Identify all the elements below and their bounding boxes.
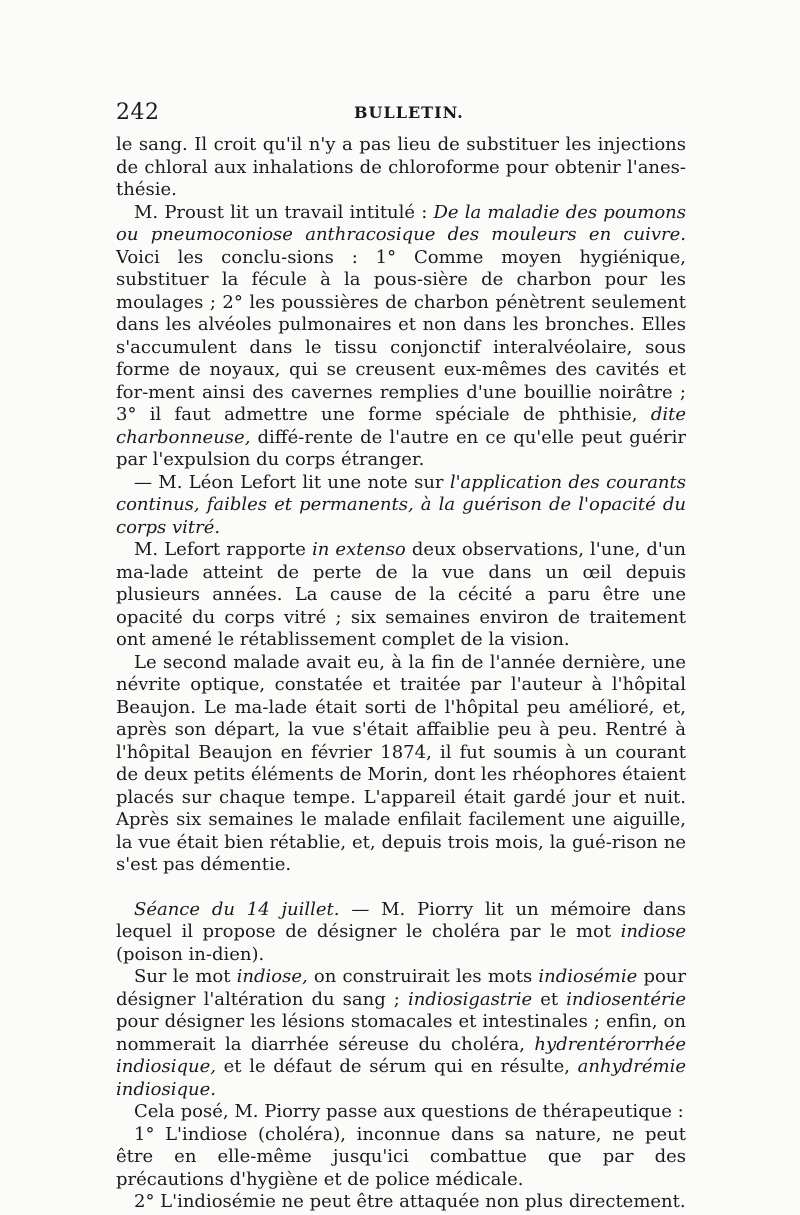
paragraph-3: — M. Léon Lefort lit une note sur l'application des courants continus, faibles et permanents, à la guérison de l'opacité du corps vitré. xyxy=(116,471,686,538)
page-header xyxy=(116,100,686,126)
paragraph-5: Le second malade avait eu, à la fin de l'année dernière, une névrite optique, constatée et traitée par l'auteur à l'hôpital Beaujon. Le ma-lade était sorti de l'hôpital peu amélioré, et, après son départ, la vue s'était affaiblie peu à peu. Rentré à l'hôpital Beaujon en février 1874, il fut soumis à un courant de deux petits éléments de Morin, dont les rhéophores étaient placés sur chaque tempe. L'appareil était gardé jour et nuit. Après six semaines le malade enfilait facilement une aiguille, la vue était bien rétablie, et, depuis trois mois, la gué-rison ne s'est pas démentie. xyxy=(116,651,687,875)
page-number: 242 xyxy=(116,100,160,125)
section-gap xyxy=(116,877,686,899)
paragraph-7: Sur le mot indiose, on construirait les mots indiosémie pour désigner l'altération du sang ; indiosigastrie et indiosentérie pour désigner les lésions stomacales et intestinales ; enfin, on nommerait la diarrhée séreuse du choléra, hydrentérorrhée indiosique, et le défaut de sérum qui en résulte, anhydrémie indiosique. xyxy=(116,966,686,1100)
paragraph-9: 1° L'indiose (choléra), inconnue dans sa nature, ne peut être en elle-même jusqu'ici combattue que par des précautions d'hygiène et de police médicale. xyxy=(116,1123,686,1190)
paragraph-10: 2° L'indiosémie ne peut être attaquée non plus directement. xyxy=(134,1191,686,1212)
body-text xyxy=(116,134,686,1214)
running-head: BULLETIN. xyxy=(354,103,464,122)
paragraph-2: M. Proust lit un travail intitulé : De la maladie des poumons ou pneumoconiose anthracosique des mouleurs en cuivre. Voici les conclu-sions : 1° Comme moyen hygiénique, substituer la fécule à la pous-sière de charbon pour les moulages ; 2° les poussières de charbon pénètrent seulement dans les alvéoles pulmonaires et non dans les bronches. Elles s'accumulent dans le tissu conjonctif interalvéolaire, sous forme de noyaux, qui se creusent eux-mêmes des cavités et for-ment ainsi des cavernes remplies d'une bouillie noirâtre ; 3° il faut admettre une forme spéciale de phthisie, dite charbonneuse, diffé-rente de l'autre en ce qu'elle peut guérir par l'expulsion du corps étranger. xyxy=(116,201,686,470)
paragraph-8: Cela posé, M. Piorry passe aux questions de thérapeutique : xyxy=(134,1101,684,1122)
paragraph-4: M. Lefort rapporte in extenso deux observations, l'une, d'un ma-lade atteint de perte de la vue dans un œil depuis plusieurs années. La cause de la cécité a paru être une opacité du corps vitré ; six semaines environ de traitement ont amené le rétablissement complet de la vision. xyxy=(116,539,687,650)
paragraph-1: le sang. Il croit qu'il n'y a pas lieu de substituer les injections de chloral aux inhalations de chloroforme pour obtenir l'anes-thésie. xyxy=(116,134,686,200)
paragraph-6: Séance du 14 juillet. — M. Piorry lit un mémoire dans lequel il propose de désigner le choléra par le mot indiose (poison in-dien). xyxy=(116,898,686,965)
